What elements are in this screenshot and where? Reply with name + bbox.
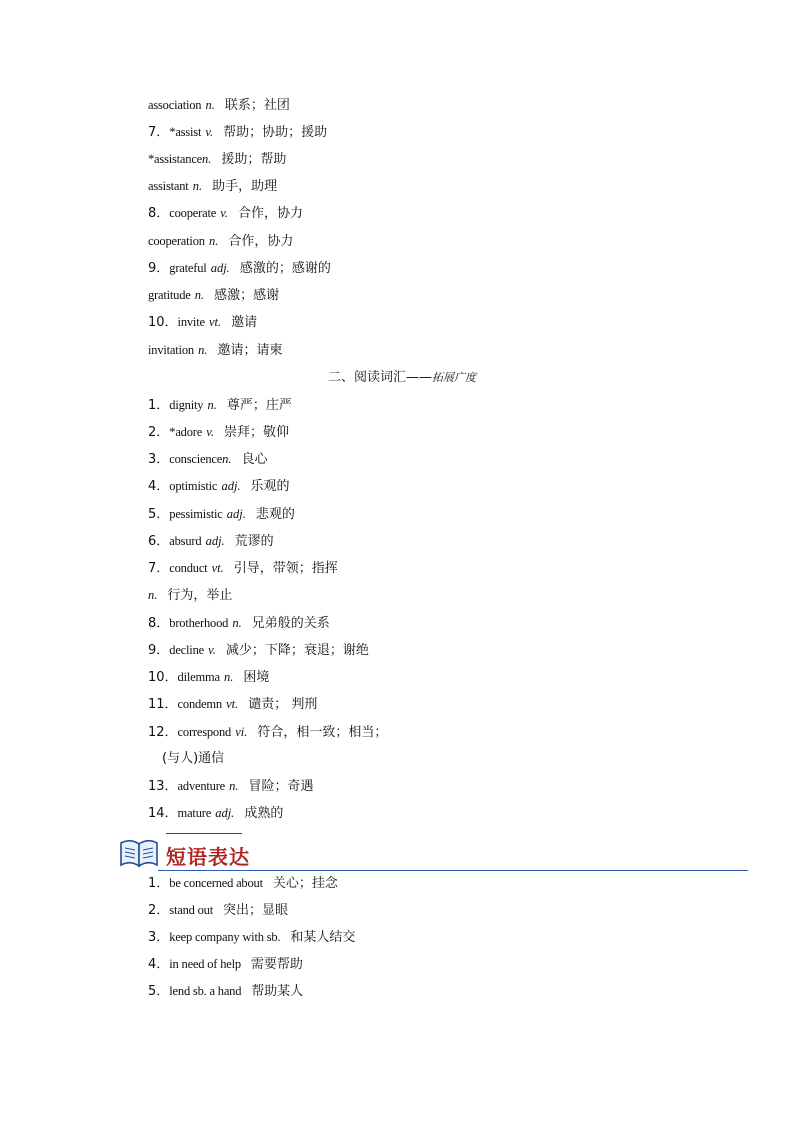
section-heading-reading-vocab [328, 369, 476, 387]
vocab-meaning: 助手，助理 [212, 179, 278, 194]
vocab-pos: vt. [208, 315, 222, 329]
title-overline [166, 833, 242, 834]
vocab-entry: n. 行为，举止 [148, 588, 233, 603]
phrase-entry: 4．in need of help 需要帮助 [148, 957, 303, 972]
vocab-meaning: 援助；帮助 [221, 152, 287, 167]
vocab-meaning: 合作，协力 [237, 206, 303, 221]
vocab-word: gratitude [148, 288, 191, 302]
phrase-entry: 1．be concerned about 关心；挂念 [148, 876, 338, 891]
phrase-entry: 2．stand out 突出；显眼 [148, 903, 288, 918]
vocab-entry: 8．brotherhood n. 兄弟般的关系 [148, 616, 330, 631]
vocab-entry: 14．mature adj. 成熟的 [148, 806, 284, 821]
vocab-pos: n. [192, 179, 203, 193]
vocab-pos: n. [194, 288, 205, 302]
vocab-meaning: 帮助；协助；援助 [223, 125, 328, 140]
vocab-pos: n. [198, 343, 208, 357]
vocab-entry: 3．consciencen. 良心 [148, 452, 268, 467]
section-heading-phrases [118, 833, 748, 873]
vocab-entry [148, 96, 290, 115]
vocab-meaning: 邀请；请柬 [217, 343, 283, 358]
vocab-entry: 6．absurd adj. 荒谬的 [148, 534, 274, 549]
vocab-entry: 4．optimistic adj. 乐观的 [148, 479, 290, 494]
vocab-entry: 10．dilemma n. 困境 [148, 670, 270, 685]
section-heading-subtitle: 拓展广度 [432, 371, 477, 384]
section-heading-title: 二、阅读词汇—— [328, 370, 433, 385]
vocab-entry [148, 341, 282, 360]
vocab-word: cooperation [148, 234, 205, 248]
vocab-entry: 5．pessimistic adj. 悲观的 [148, 507, 295, 522]
vocab-entry-continuation: (与人)通信 [162, 751, 225, 766]
vocab-entry [148, 177, 277, 196]
vocab-pos: adj. [210, 261, 230, 275]
phrase-entry: 5．lend sb. a hand 帮助某人 [148, 984, 304, 999]
vocab-entry [148, 286, 279, 305]
vocab-entry: 11．condemn vt. 谴责； 判刑 [148, 697, 318, 712]
vocab-meaning: 合作，协力 [228, 234, 294, 249]
vocab-word: assistant [148, 179, 189, 193]
vocab-word: invite [177, 315, 205, 329]
phrase-entry: 3．keep company with sb. 和某人结交 [148, 930, 356, 945]
vocab-pos: v. [205, 125, 214, 139]
vocab-word: *assistance [148, 152, 203, 166]
vocab-entry: 1．dignity n. 尊严；庄严 [148, 398, 292, 413]
vocab-pos: n. [205, 98, 215, 112]
section-heading-title: 短语表达 [166, 845, 250, 869]
vocab-word: association [148, 98, 202, 112]
vocab-pos: n. [202, 152, 212, 166]
vocab-entry: 7．conduct vt. 引导，带领；指挥 [148, 561, 338, 576]
vocab-entry: 9．decline v. 减少；下降；衰退；谢绝 [148, 643, 369, 658]
vocab-entry: 7．*assist v. 帮助；协助；援助 [148, 125, 328, 140]
vocab-meaning: 感激；感谢 [214, 288, 280, 303]
open-book-icon [118, 835, 160, 869]
vocab-entry: 12．correspond vi. 符合，相一致；相当； [148, 725, 388, 740]
vocab-word: invitation [148, 343, 194, 357]
vocab-entry: 8．cooperate v. 合作，协力 [148, 206, 303, 221]
vocab-entry: 10．invite vt. 邀请 [148, 315, 258, 330]
vocab-word: *assist [169, 125, 202, 139]
vocab-entry: 9．grateful adj. 感激的；感谢的 [148, 261, 331, 276]
vocab-pos: v. [220, 206, 228, 220]
vocab-word: grateful [169, 261, 207, 275]
vocab-pos: n. [208, 234, 219, 248]
vocab-word: cooperate [169, 206, 217, 220]
vocab-entry: 13．adventure n. 冒险；奇遇 [148, 779, 314, 794]
vocab-entry [148, 150, 286, 169]
vocab-meaning: 邀请 [231, 315, 258, 330]
vocab-entry [148, 232, 293, 251]
vocab-meaning: 感激的；感谢的 [239, 261, 331, 276]
vocab-meaning: 联系；社团 [224, 98, 290, 113]
vocab-entry: 2．*adore v. 崇拜；敬仰 [148, 425, 289, 440]
section-divider [158, 870, 748, 871]
